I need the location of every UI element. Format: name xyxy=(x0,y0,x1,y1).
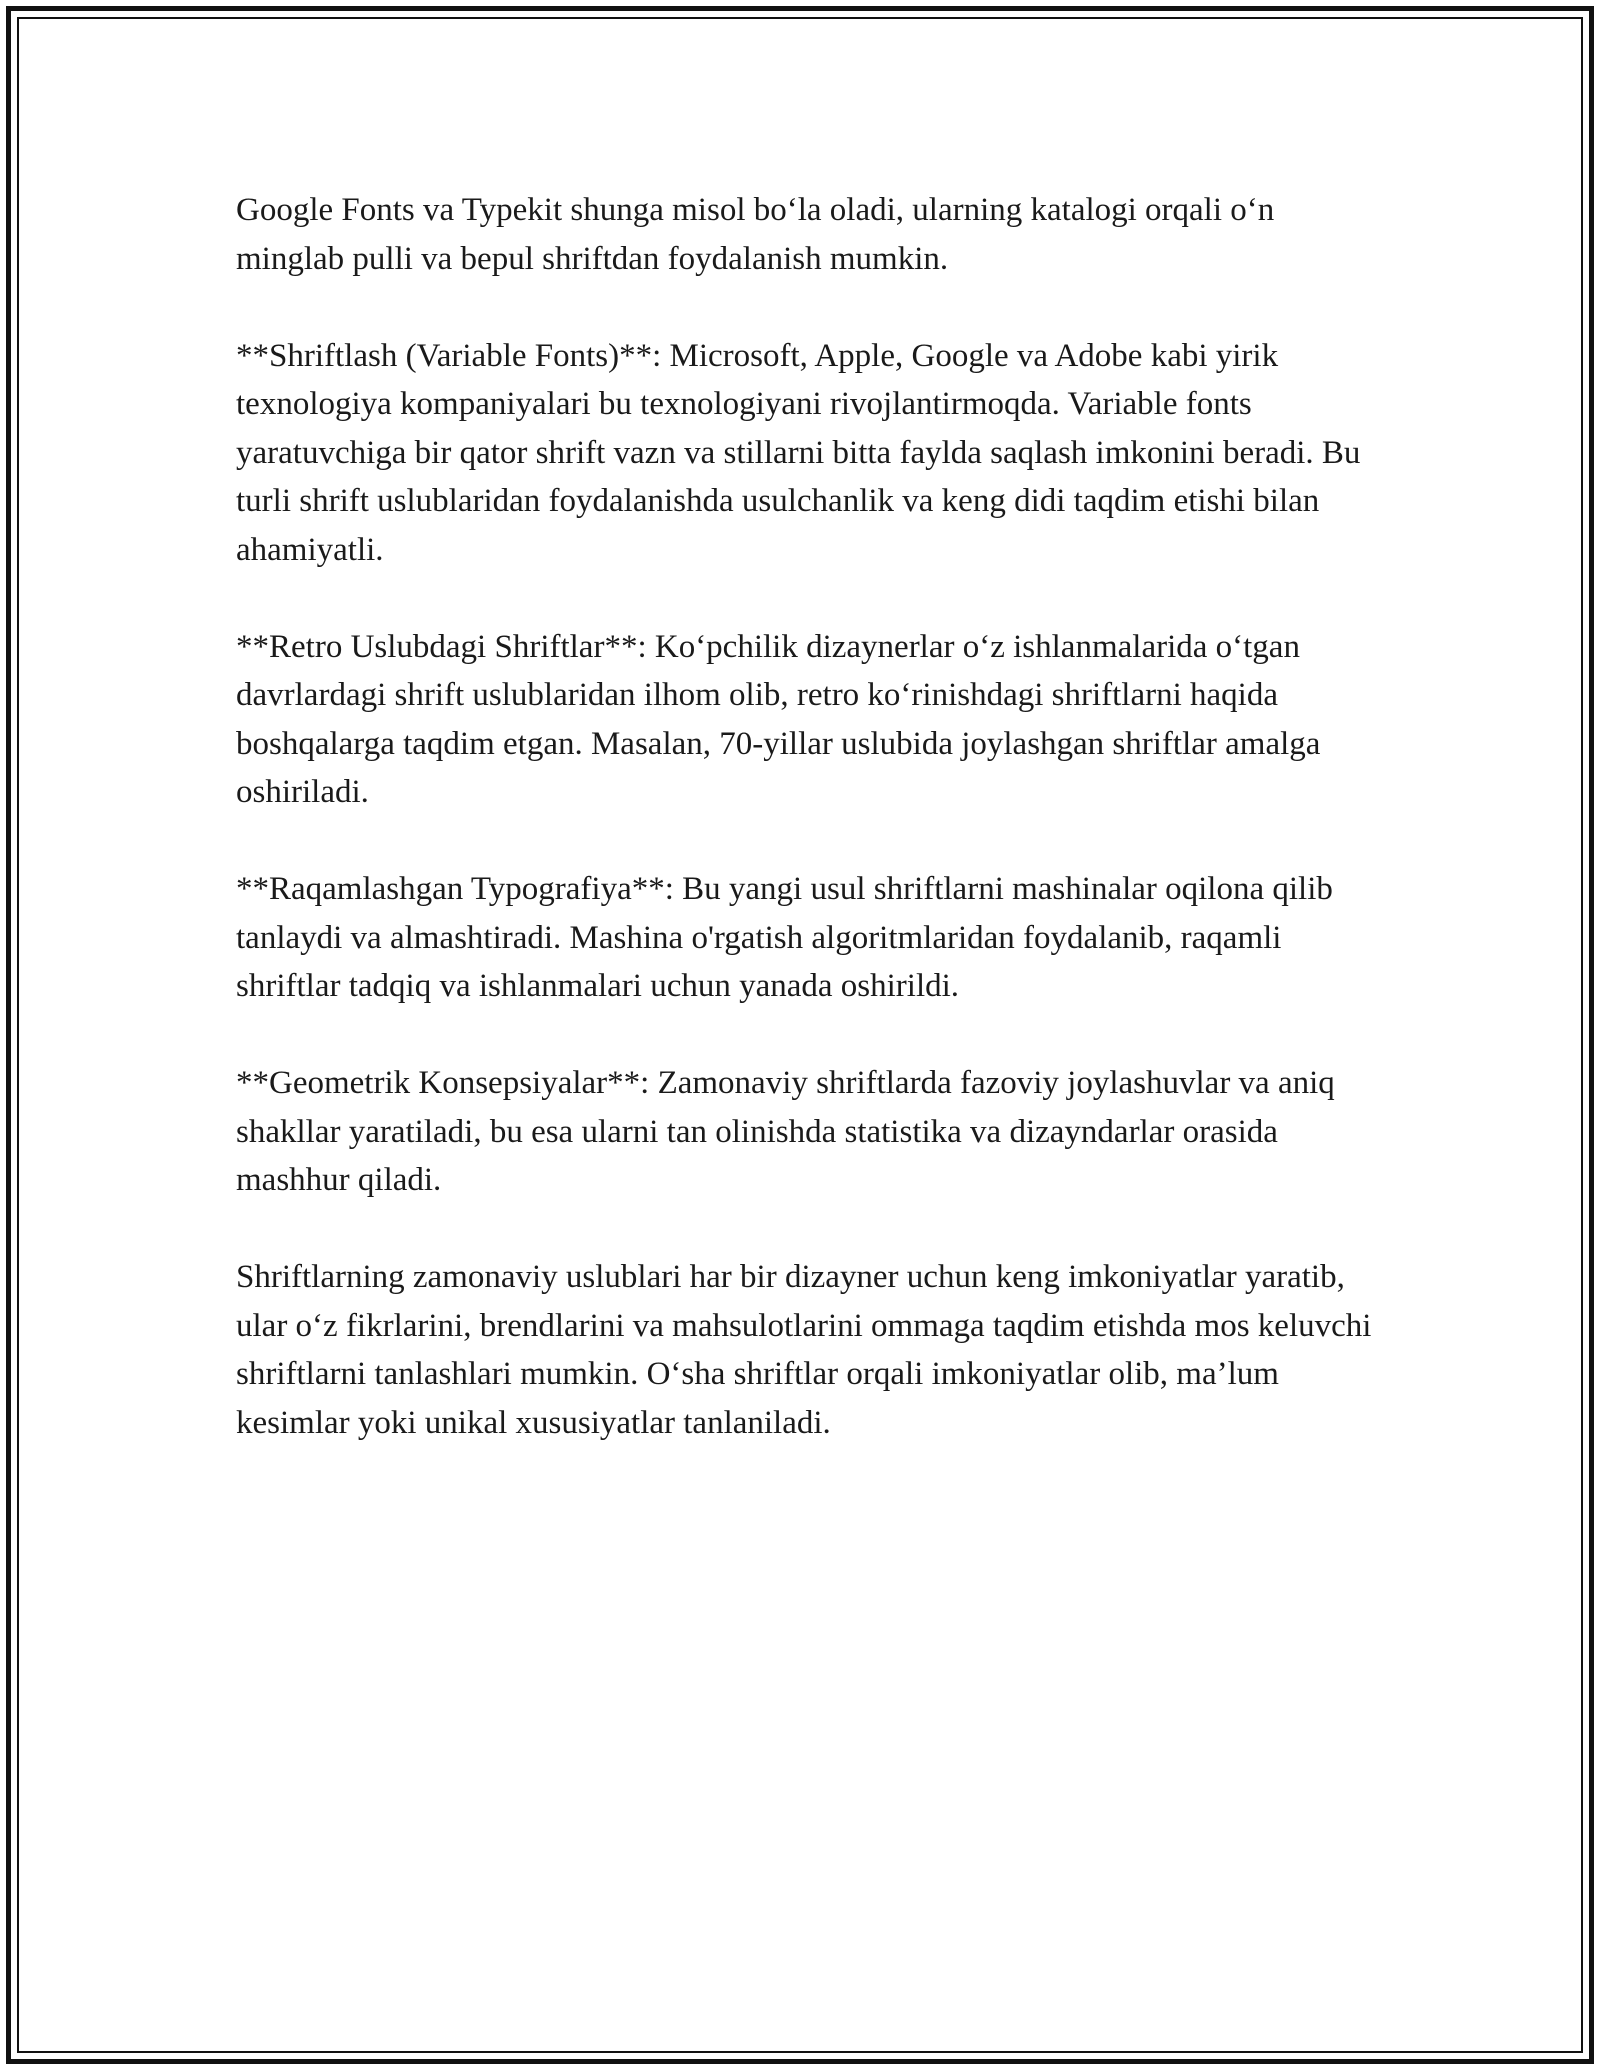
paragraph-retro-fonts: **Retro Uslubdagi Shriftlar**: Ko‘pchilik dizaynerlar o‘z ishlanmalarida o‘tgan davrlardagi shrift uslublaridan ilhom olib, retro ko‘rinishdagi shriftlarni haqida boshqalarga taqdim etgan. Masalan, 70-yillar uslubida joylashgan shriftlar amalga oshiriladi. xyxy=(236,628,1321,810)
paragraph-digital-typography: **Raqamlashgan Typografiya**: Bu yangi usul shriftlarni mashinalar oqilona qilib tanlaydi va almashtiradi. Mashina o'rgatish algoritmlaridan foydalanib, raqamli shriftlar tadqiq va ishlanmalari uchun yanada oshirildi. xyxy=(236,871,1333,1004)
paragraph-variable-fonts: **Shriftlash (Variable Fonts)**: Microsoft, Apple, Google va Adobe kabi yirik texnologiya kompaniyalari bu texnologiyani rivojlantirmoqda. Variable fonts yaratuvchiga bir qator shrift vazn va stillarni bitta faylda saqlash imkonini beradi. Bu turli shrift uslublaridan foydalanishda usulchanlik va keng didi taqdim etishi bilan ahamiyatli. xyxy=(236,337,1361,568)
paragraph-conclusion: Shriftlarning zamonaviy uslublari har bir dizayner uchun keng imkoniyatlar yaratib, ular o‘z fikrlarini, brendlarini va mahsulotlarini ommaga taqdim etishda mos keluvchi shriftlarni tanlashlari mumkin. O‘sha shriftlar orqali imkoniyatlar olib, ma’lum kesimlar yoki unikal xususiyatlar tanlaniladi. xyxy=(236,1259,1372,1441)
paragraph-geometric-concepts: **Geometrik Konsepsiyalar**: Zamonaviy shriftlarda fazoviy joylashuvlar va aniq shakllar yaratiladi, bu esa ularni tan olinishda statistika va dizayndarlar orasida mashhur qiladi. xyxy=(236,1065,1335,1198)
paragraph-font-catalogs: Google Fonts va Typekit shunga misol bo‘la oladi, ularning katalogi orqali o‘n minglab pulli va bepul shriftdan foydalanish mumkin. xyxy=(236,192,1275,277)
document-body xyxy=(236,186,1386,1496)
